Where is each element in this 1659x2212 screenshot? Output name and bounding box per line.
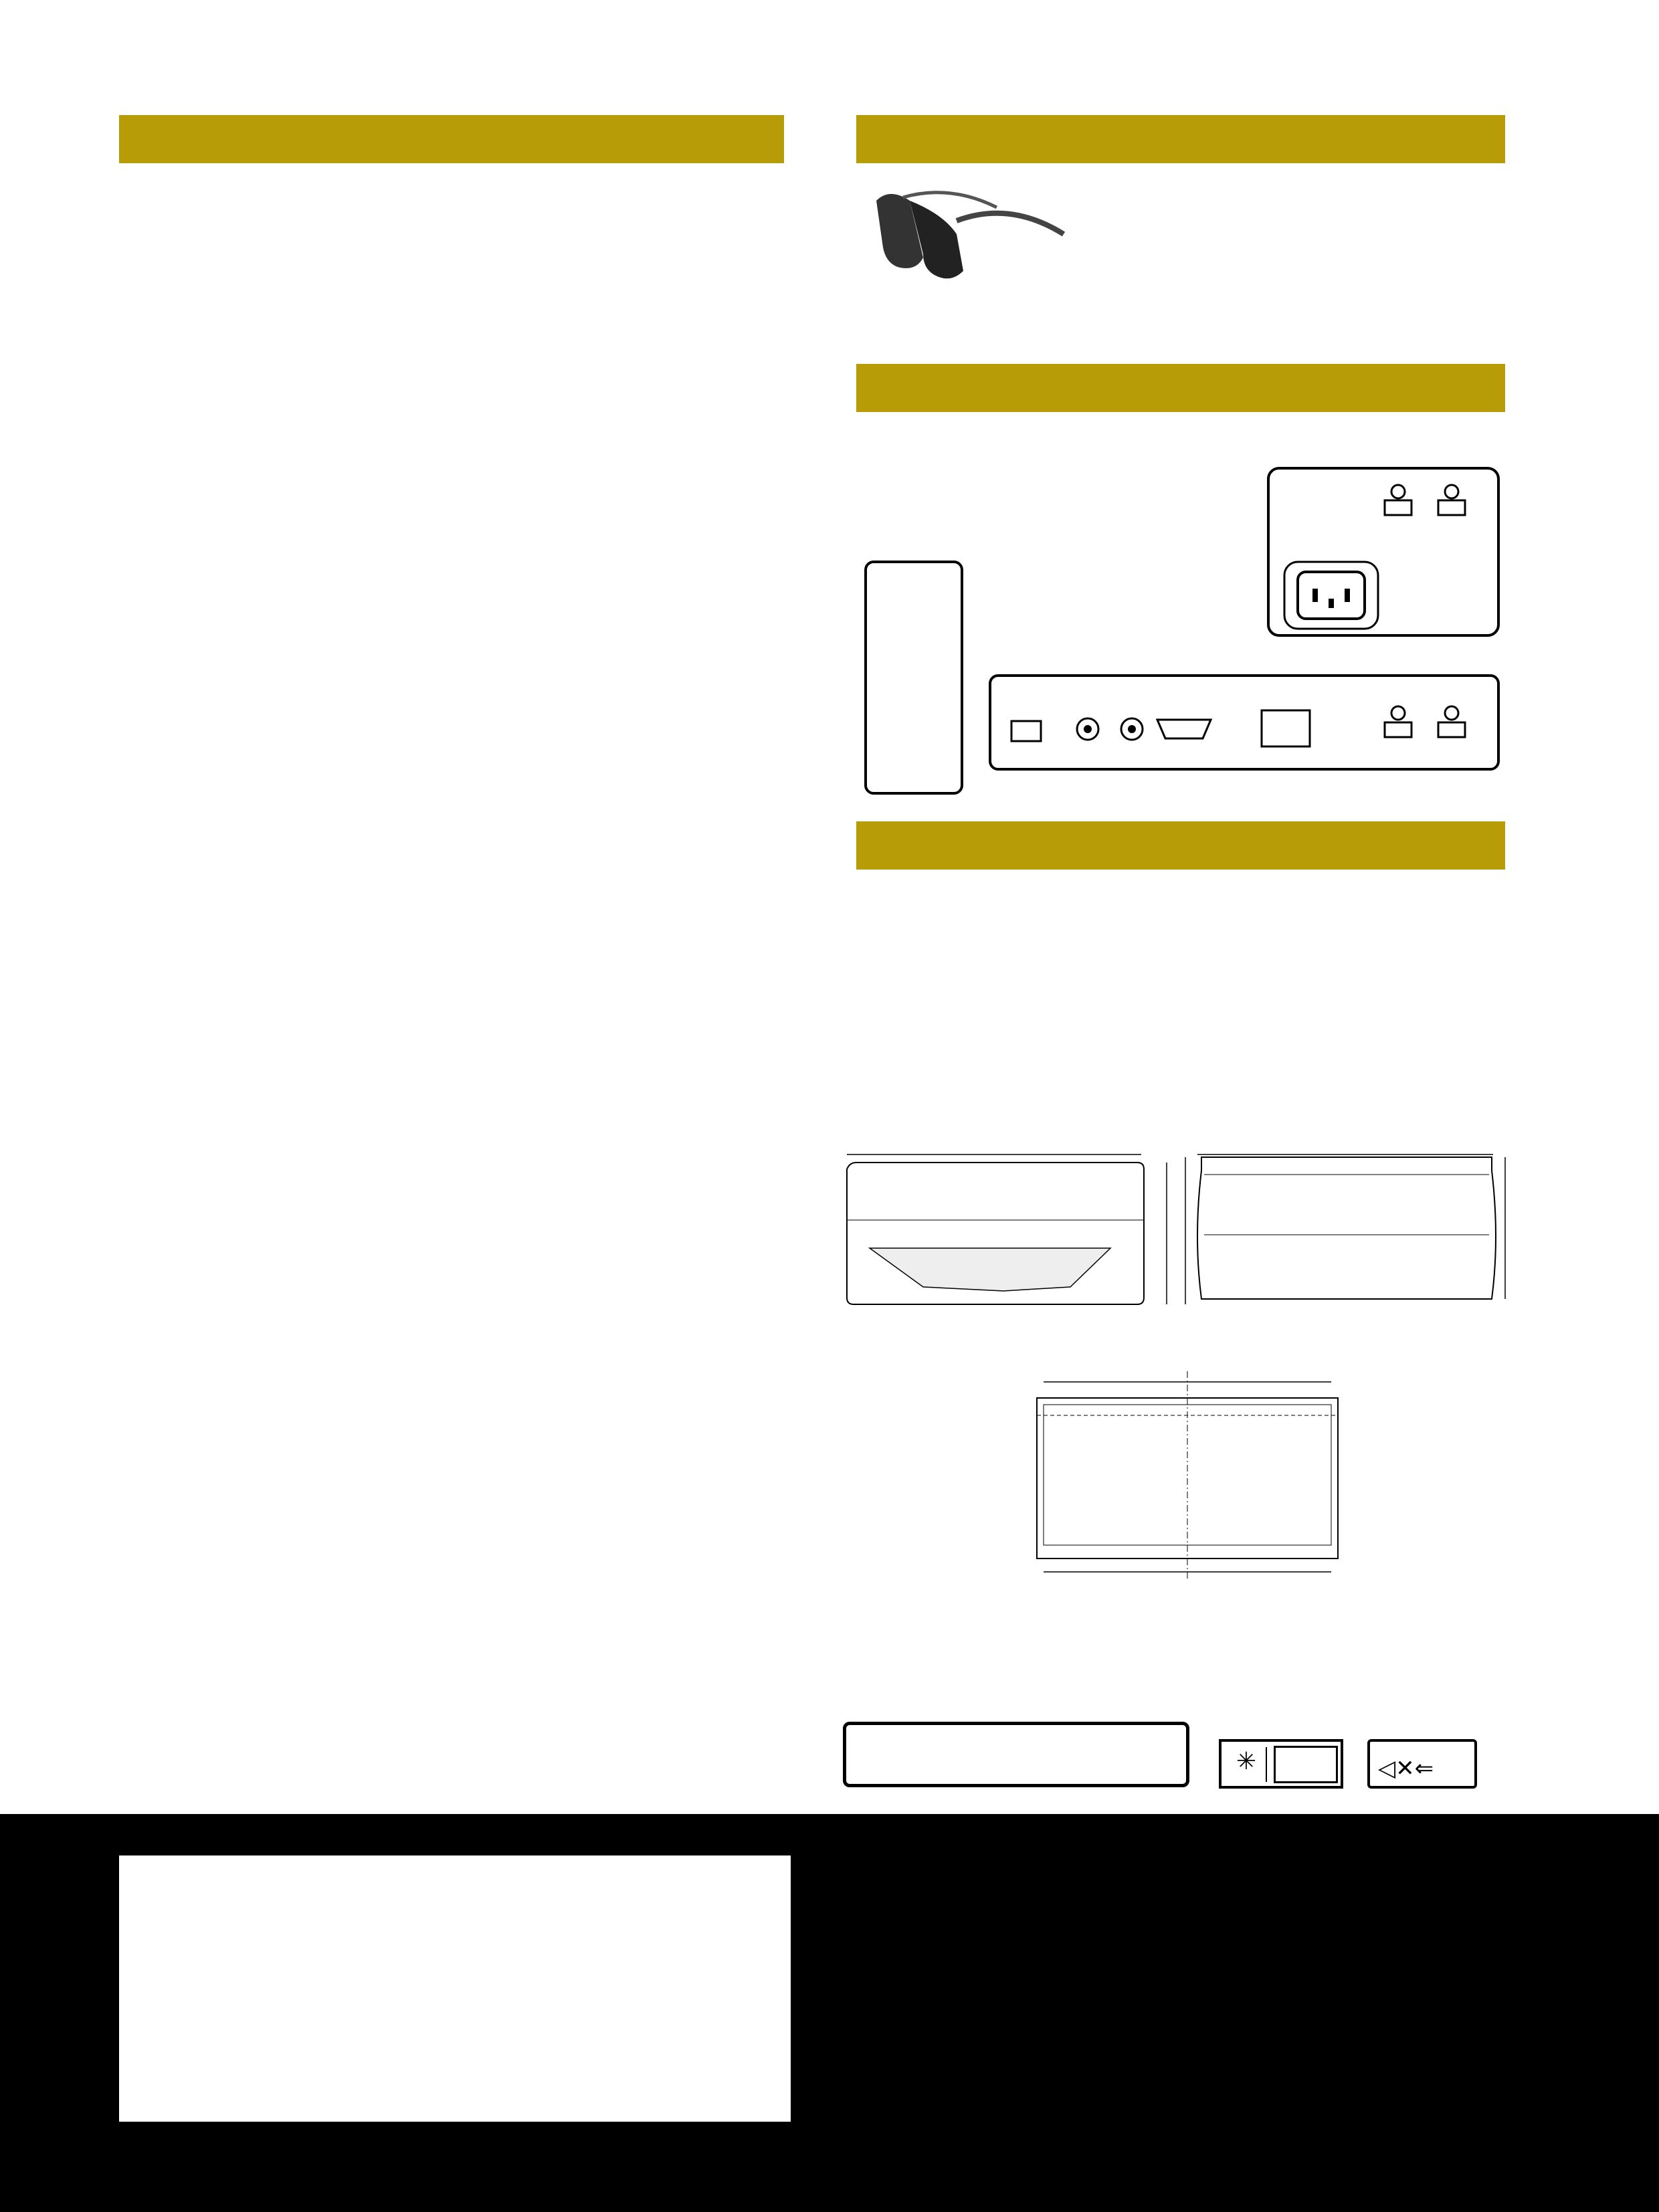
specifications-heading	[119, 115, 784, 163]
connector-panel-diagram	[863, 462, 1505, 809]
laser-label-usa	[843, 1722, 1189, 1787]
optional-accessories-heading	[856, 115, 1505, 163]
rg2-warning-label	[1367, 1739, 1477, 1789]
3d-glasses-image	[863, 181, 1070, 281]
distributed-by-box	[119, 1855, 791, 2122]
laser-burst-icon: ✳	[1227, 1747, 1267, 1782]
connector-panel-heading	[856, 364, 1505, 412]
dimension-drawings	[843, 957, 1512, 1619]
laser-class-1-label	[1219, 1739, 1343, 1789]
eye-warning-icon: ◁✕⇐	[1378, 1756, 1434, 1781]
dimensions-heading	[856, 821, 1505, 870]
